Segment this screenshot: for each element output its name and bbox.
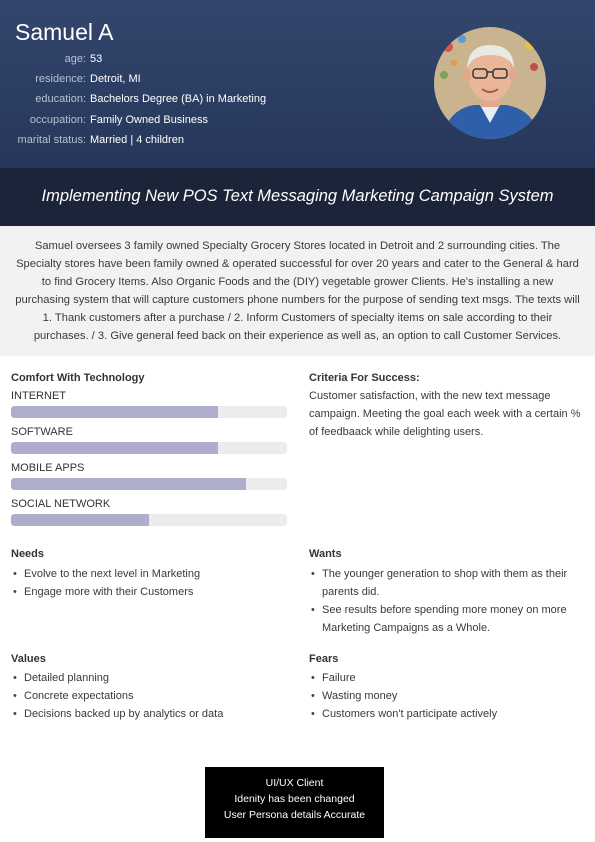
values-list	[11, 669, 291, 723]
skill-label: SOFTWARE	[11, 426, 73, 438]
persona-name: Samuel A	[15, 19, 114, 45]
skill-label: MOBILE APPS	[11, 462, 85, 474]
fact-key: residence:	[35, 73, 86, 85]
list-item: • Customers won't participate actively	[309, 705, 585, 723]
note-line: UI/UX Client	[265, 777, 324, 789]
skill-bar-fill	[11, 514, 149, 526]
skill-bar-fill	[11, 478, 246, 490]
fears-heading: Fears	[309, 653, 339, 665]
list-item: • Detailed planning	[11, 669, 291, 687]
list-item: • The younger generation to shop with them as their parents did.	[309, 565, 585, 601]
skill-bar-software	[11, 442, 287, 454]
fact-value: Bachelors Degree (BA) in Marketing	[90, 93, 267, 105]
wants-list	[309, 565, 585, 637]
list-item: • See results before spending more money on more Marketing Campaigns as a Whole.	[309, 601, 585, 637]
criteria-text: Customer satisfaction, with the new text message campaign. Meeting the goal each week with a certain % of feedbaack while delighting users.	[309, 390, 581, 438]
skill-bar-internet	[11, 406, 287, 418]
needs-heading: Needs	[11, 548, 45, 560]
portrait-image	[434, 27, 546, 139]
fact-key: occupation:	[29, 114, 86, 126]
list-item: • Failure	[309, 669, 585, 687]
fact-key: age:	[64, 53, 86, 65]
fact-value: 53	[90, 53, 103, 65]
skill-bar-mobile-apps	[11, 478, 287, 490]
skill-label: SOCIAL NETWORK	[11, 498, 111, 510]
fact-value: Detroit, MI	[90, 73, 141, 85]
list-item: • Wasting money	[309, 687, 585, 705]
skill-bar-fill	[11, 406, 218, 418]
note-line: Idenity has been changed	[234, 793, 355, 805]
skill-bar-social-network	[11, 514, 287, 526]
disclaimer-note	[205, 767, 384, 838]
list-item: • Concrete expectations	[11, 687, 291, 705]
needs-list	[11, 565, 291, 601]
fears-list	[309, 669, 585, 723]
fact-key: education:	[35, 93, 86, 105]
list-item: • Engage more with their Customers	[11, 583, 291, 601]
comfort-heading: Comfort With Technology	[11, 372, 145, 384]
persona-summary: Samuel oversees 3 family owned Specialty Grocery Stores located in Detroit and 2 surrounding cities. The Specialty stores have been family owned & operated successful for over 20 years and cater to the General & hard to find Grocery Items. Also Organic Foods and the (DIY) vegetable grower Clients. He's installing a new purchasing system that will capture customers phone numbers for the purpose of sending text msgs. The texts will 1. Thank customers after a purchase / 2. Inform Customers of specialty items on sale according to their purchases. / 3. Give general feed back on their experience as well as, an option to call Customer Services.	[15, 240, 580, 342]
fact-value: Family Owned Business	[90, 114, 208, 126]
criteria-heading: Criteria For Success:	[309, 372, 420, 384]
list-item: • Evolve to the next level in Marketing	[11, 565, 291, 583]
wants-heading: Wants	[309, 548, 342, 560]
note-line: User Persona details Accurate	[223, 809, 366, 821]
skill-bar-fill	[11, 442, 218, 454]
fact-key: marital status:	[17, 134, 86, 146]
persona-avatar	[434, 27, 546, 139]
skill-label: INTERNET	[11, 390, 66, 402]
list-item: • Decisions backed up by analytics or data	[11, 705, 291, 723]
values-heading: Values	[11, 653, 46, 665]
project-title: Implementing New POS Text Messaging Marketing Campaign System	[41, 187, 554, 205]
fact-value: Married | 4 children	[90, 134, 184, 146]
